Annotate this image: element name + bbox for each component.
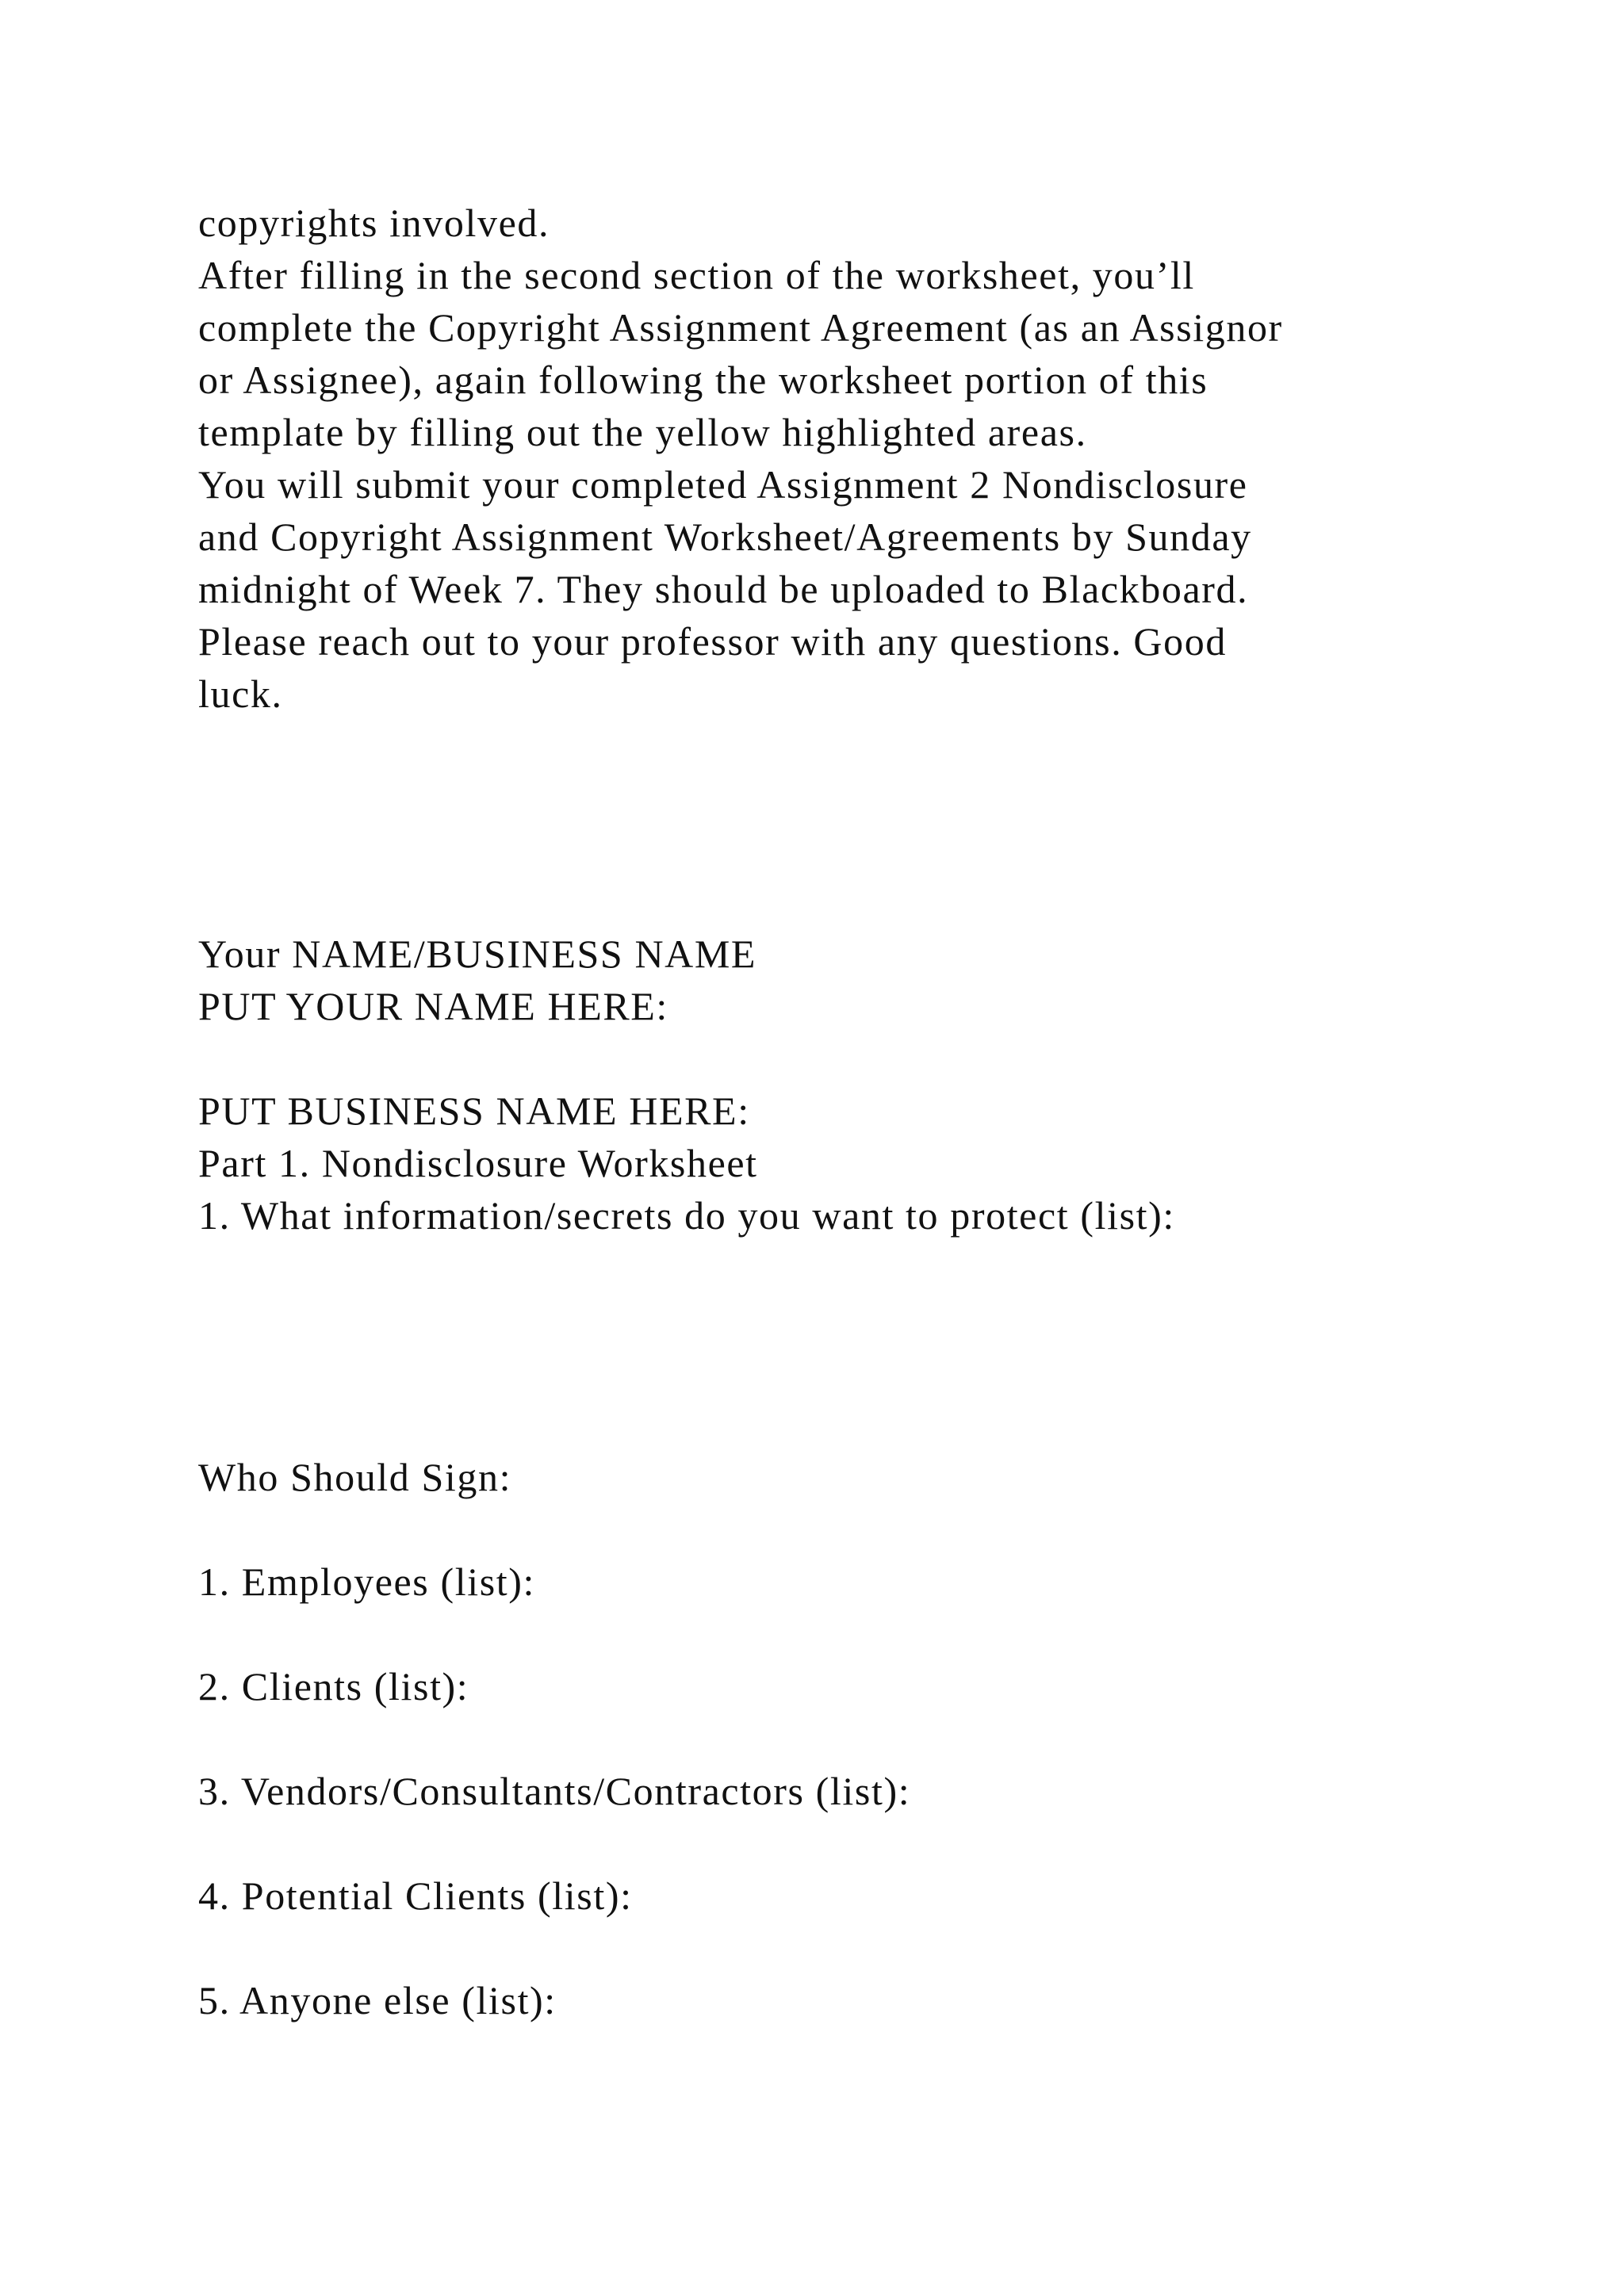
part1-title: Part 1. Nondisclosure Worksheet (198, 1141, 758, 1185)
signer-item-vendors: 3. Vendors/Consultants/Contractors (list): (198, 1769, 911, 1813)
name-prompt: PUT YOUR NAME HERE: (198, 984, 668, 1028)
instruction-line: complete the Copyright Assignment Agreement (as an Assignor (198, 305, 1283, 350)
business-name-prompt: PUT BUSINESS NAME HERE: (198, 1089, 750, 1133)
instruction-line: and Copyright Assignment Worksheet/Agreements by Sunday (198, 515, 1252, 559)
instruction-line: copyrights involved. (198, 201, 550, 245)
question-1: 1. What information/secrets do you want to protect (list): (198, 1193, 1175, 1238)
identity-heading: Your NAME/BUSINESS NAME (198, 932, 757, 976)
instruction-line: luck. (198, 672, 283, 716)
signer-item-anyone-else: 5. Anyone else (list): (198, 1978, 557, 2022)
instruction-line: Please reach out to your professor with any questions. Good (198, 619, 1227, 664)
signers-heading: Who Should Sign: (198, 1455, 512, 1499)
instruction-line: template by filling out the yellow highlighted areas. (198, 410, 1087, 454)
instruction-line: You will submit your completed Assignment 2 Nondisclosure (198, 462, 1248, 507)
instruction-line: midnight of Week 7. They should be uploaded to Blackboard. (198, 567, 1249, 611)
instruction-line: After filling in the second section of the worksheet, you’ll (198, 253, 1195, 297)
signer-item-employees: 1. Employees (list): (198, 1559, 535, 1604)
instruction-line: or Assignee), again following the worksheet portion of this (198, 358, 1208, 402)
signer-item-potential-clients: 4. Potential Clients (list): (198, 1873, 633, 1918)
signer-item-clients: 2. Clients (list): (198, 1664, 469, 1709)
